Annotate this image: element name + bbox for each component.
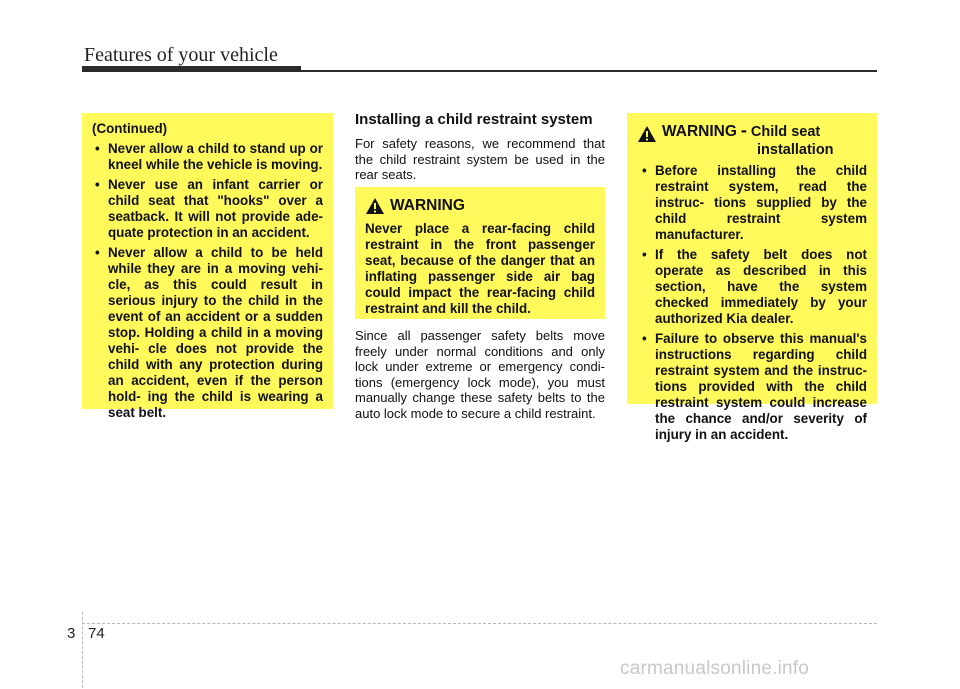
continued-warning-box — [82, 113, 333, 420]
warning-triangle-icon — [365, 197, 385, 215]
continued-item: • Never allow a child to be held while they are in a moving vehi- cle, as this could result in serious injury to the child in the event of an accident or a sudden stop. Holding a child in a moving vehi- cle does not provide the child with any protection during an accident, even if the person hold- ing the child is wearing a seat belt. — [90, 245, 323, 421]
chapter-number: 3 — [67, 625, 76, 642]
continued-list — [90, 141, 323, 421]
warning-list — [637, 163, 867, 443]
warning-triangle-icon — [637, 125, 657, 143]
continued-label: (Continued) — [92, 121, 168, 136]
continued-item: • Never allow a child to stand up or kneel while the vehicle is moving. — [90, 141, 323, 173]
warning-title-separator: - — [740, 120, 747, 140]
warning-subtitle: Child seat — [750, 124, 821, 140]
warning-item: • Before installing the child restraint system, read the instruc- tions supplied by the child restraint system manufacturer. — [637, 163, 867, 243]
section-body-wrapper — [355, 328, 605, 421]
page-number: 74 — [88, 625, 105, 642]
warning-title: WARNING — [662, 123, 737, 140]
middle-column — [355, 110, 605, 183]
header-bar-thick — [82, 66, 301, 72]
warning-item: • If the safety belt does not operate as described in this section, have the system checked immediately by your authorized Kia dealer. — [637, 247, 867, 327]
watermark: carmanualsonline.info — [620, 658, 810, 679]
section-intro: For safety reasons, we recommend that the child restraint system be used in the rear seats. — [355, 136, 605, 182]
warning-item: • Failure to observe this manual's instructions regarding child restraint system and the instruc- tions provided with the child restraint system could increase the chance and/or severity of injury in an accident. — [637, 331, 867, 443]
page-header-title: Features of your vehicle — [84, 44, 278, 66]
warning-header — [365, 197, 595, 215]
warning-box-child-seat-installation — [627, 113, 877, 442]
section-body: Since all passenger safety belts move freely under normal conditions and only lock under extreme or emergency condi- tions (emergency lock mode), you must manually change these safety belts to the auto lock mode to secure a child restraint. — [355, 328, 605, 421]
footer-vertical-rule — [82, 612, 83, 688]
warning-box-rear-facing — [355, 187, 605, 319]
warning-subtitle-line2: installation — [757, 142, 834, 158]
warning-title: WARNING — [390, 197, 465, 214]
section-heading: Installing a child restraint system — [355, 111, 593, 128]
warning-text: Never place a rear-facing child restraint in the front passenger seat, because of the danger that an inflating passenger side air bag could impact the rear-facing child restraint and kill the child. — [365, 221, 595, 316]
footer-rule — [82, 623, 877, 624]
warning-header — [637, 121, 867, 159]
warning-title-block — [662, 121, 834, 159]
continued-item: • Never use an infant carrier or child seat that "hooks" over a seatback. It will not provide ade- quate protection in an accident. — [90, 177, 323, 241]
header-bar-thin — [300, 70, 877, 72]
